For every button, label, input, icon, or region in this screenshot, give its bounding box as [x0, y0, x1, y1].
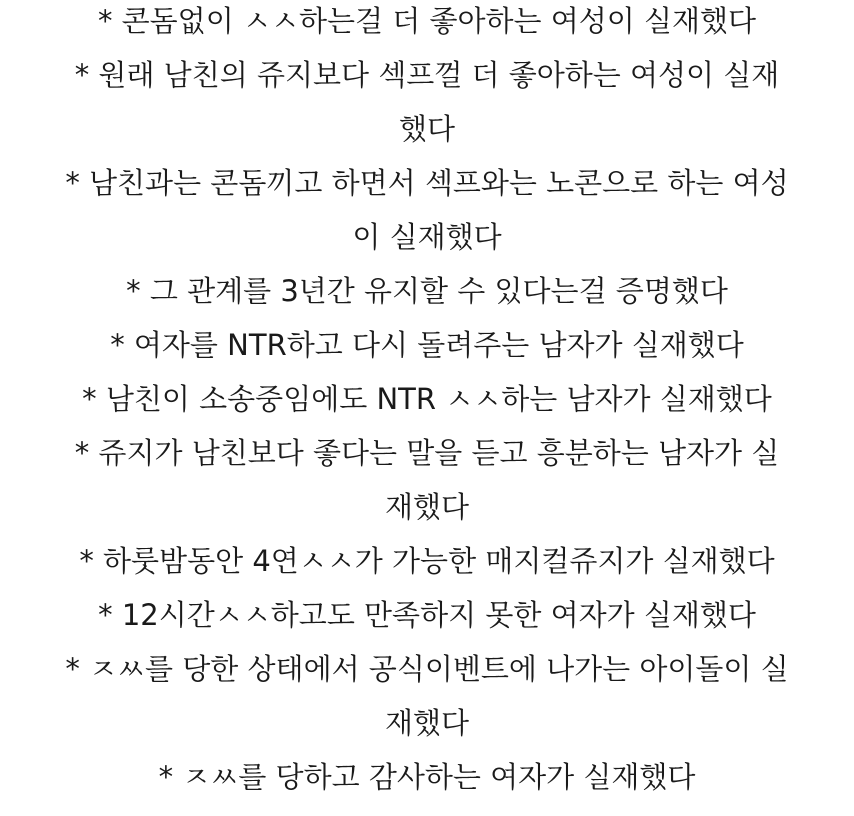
- text-line: * 원래 남친의 쥬지보다 섹프껄 더 좋아하는 여성이 실재: [74, 58, 780, 92]
- text-line: * ㅈㅆ를 당한 상태에서 공식이벤트에 나가는 아이돌이 실: [65, 652, 789, 686]
- text-line: * 쥬지가 남친보다 좋다는 말을 듣고 흥분하는 남자가 실: [74, 436, 780, 470]
- text-block: [20, 0, 834, 804]
- text-line: * 여자를 NTR하고 다시 돌려주는 남자가 실재했다: [110, 328, 744, 362]
- text-line: 재했다: [384, 490, 470, 524]
- text-line: * 하룻밤동안 4연ㅅㅅ가 가능한 매지컬쥬지가 실재했다: [79, 544, 775, 578]
- text-line: * 그 관계를 3년간 유지할 수 있다는걸 증명했다: [126, 274, 728, 308]
- text-line: 했다: [398, 112, 456, 146]
- text-line: * 남친과는 콘돔끼고 하면서 섹프와는 노콘으로 하는 여성: [65, 166, 789, 200]
- text-line: * 12시간ㅅㅅ하고도 만족하지 못한 여자가 실재했다: [98, 598, 756, 632]
- text-line: 재했다: [384, 706, 470, 740]
- text-line: 이 실재했다: [352, 220, 502, 254]
- text-line: * 콘돔없이 ㅅㅅ하는걸 더 좋아하는 여성이 실재했다: [97, 4, 757, 38]
- text-line: * ㅈㅆ를 당하고 감사하는 여자가 실재했다: [158, 760, 696, 794]
- text-line: * 남친이 소송중임에도 NTR ㅅㅅ하는 남자가 실재했다: [82, 382, 772, 416]
